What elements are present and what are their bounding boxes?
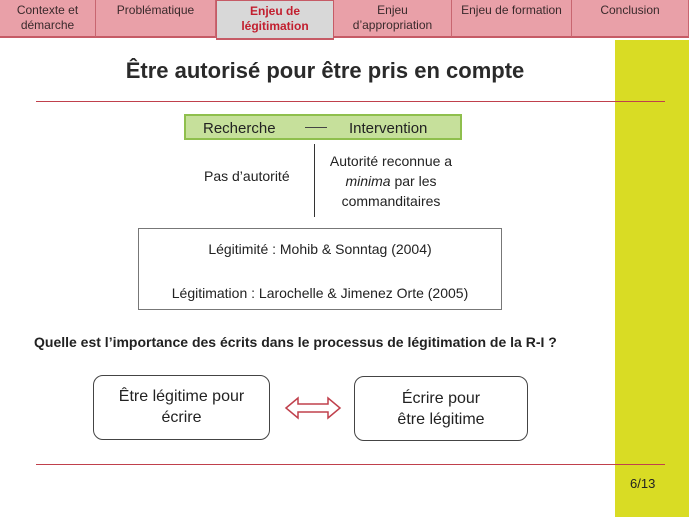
continuum-left-label: Recherche — [203, 120, 276, 137]
recognized-authority-text — [318, 151, 464, 211]
tab-enjeu-de-formation[interactable] — [452, 0, 572, 38]
research-question: Quelle est l’importance des écrits dans le processus de légitimation de la R-I ? — [34, 334, 557, 350]
tab-enjeu-de-legitimation[interactable] — [216, 0, 334, 40]
tab-enjeu-d-appropriation[interactable] — [334, 0, 452, 38]
page-number: 6/13 — [630, 476, 656, 491]
legitimacy-references-box — [138, 228, 502, 310]
research-intervention-continuum — [184, 114, 462, 140]
yellow-sidebar — [615, 40, 689, 517]
tab-contexte-et-demarche[interactable] — [0, 0, 96, 38]
slide-title: Être autorisé pour être pris en compte — [125, 58, 525, 83]
section-navigation — [0, 0, 689, 40]
authority-italic: minima — [345, 173, 391, 189]
tab-label: d’appropriation — [352, 18, 433, 32]
authority-line-3: commanditaires — [341, 193, 441, 209]
legitimacy-reference: Légitimité : Mohib & Sonntag (2004) — [208, 241, 432, 257]
legitimation-reference: Légitimation : Larochelle & Jimenez Orte (2005) — [171, 285, 469, 301]
tab-conclusion[interactable] — [572, 0, 689, 38]
top-divider — [36, 101, 665, 102]
legitimate-to-write-box — [93, 375, 270, 440]
write-to-be-legitimate-box — [354, 376, 528, 441]
continuum-dash — [305, 127, 327, 128]
tab-label: Problématique — [116, 3, 195, 17]
continuum-right-label: Intervention — [349, 120, 428, 137]
box-line: écrire — [161, 409, 202, 426]
tab-label: légitimation — [241, 19, 309, 33]
tab-label: Contexte et — [16, 3, 79, 17]
tab-label: Enjeu — [377, 3, 408, 17]
authority-line-1: Autorité reconnue a — [329, 153, 453, 169]
double-arrow-icon — [284, 396, 342, 420]
no-authority-text: Pas d’autorité — [204, 168, 290, 184]
bottom-divider — [36, 464, 665, 465]
authority-line-2: par les — [390, 173, 437, 189]
tab-label: Enjeu de formation — [461, 3, 562, 17]
tab-label: Enjeu de — [249, 4, 300, 18]
tab-label: Conclusion — [600, 3, 660, 17]
tab-label: démarche — [20, 18, 75, 32]
tab-problematique[interactable] — [96, 0, 216, 38]
box-line: Être légitime pour — [118, 388, 245, 405]
box-line: Écrire pour — [401, 390, 481, 407]
vertical-separator — [314, 144, 315, 217]
box-line: être légitime — [397, 411, 485, 428]
